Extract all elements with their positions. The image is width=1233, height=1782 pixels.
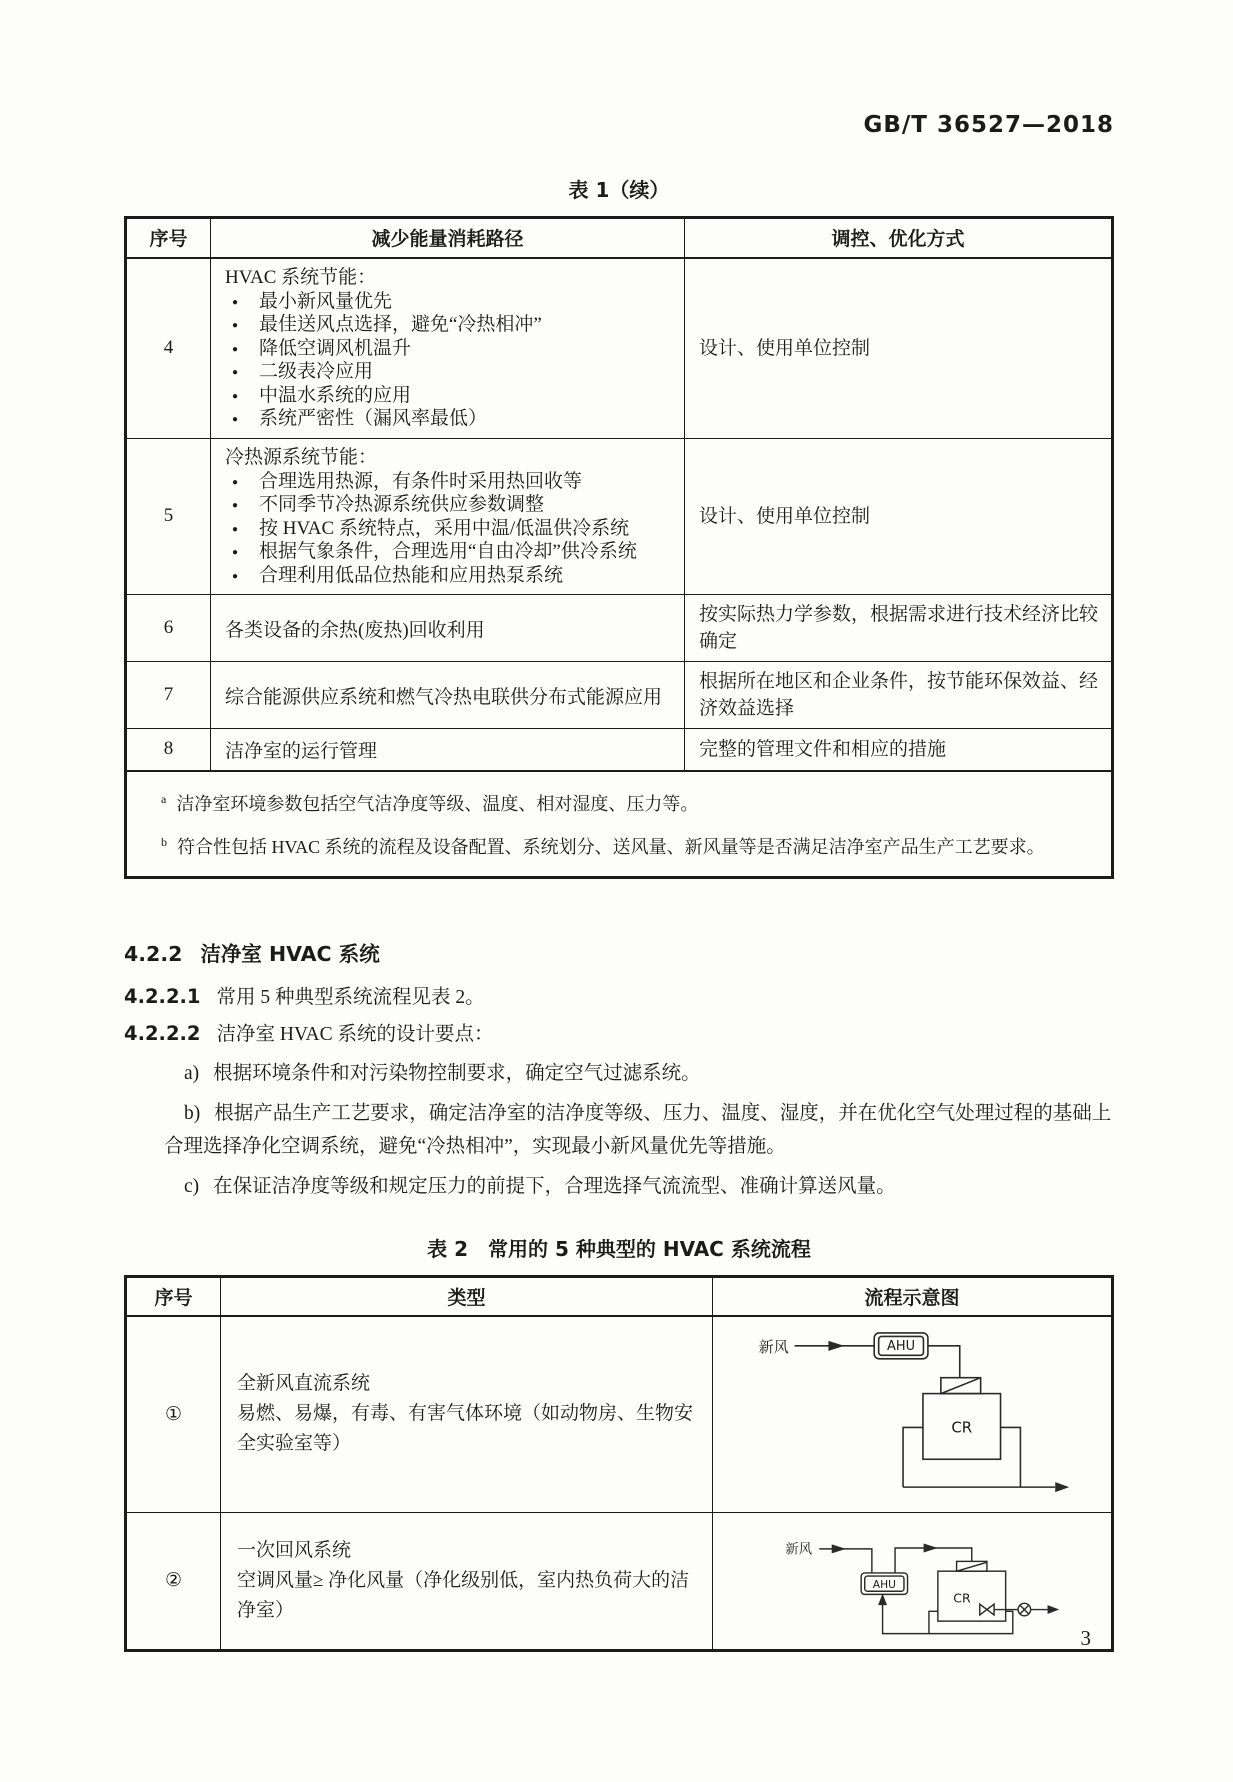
table1-col-control: 调控、优化方式 (685, 218, 1113, 258)
cleanroom-label: CR (953, 1589, 971, 1605)
bullet-item: ● 根据气象条件，合理选用“自由冷却”供冷系统 (225, 540, 674, 564)
t2-row2-no: ② (126, 1512, 221, 1650)
system-type-desc: 易燃、易爆，有毒、有害气体环境（如动物房、生物安全实验室等） (237, 1403, 694, 1455)
row6-no: 6 (126, 595, 211, 662)
t2-row1-diagram (713, 1316, 1113, 1512)
cleanroom-label: CR (951, 1418, 973, 1437)
table-row (126, 729, 1113, 771)
arrow-icon (878, 1593, 887, 1605)
bullet-item: ● 系统严密性（漏风率最低） (225, 407, 674, 431)
arrow-icon (828, 1341, 844, 1351)
t2-row2-type (221, 1512, 713, 1650)
t2-row1-type (221, 1316, 713, 1512)
clause-4-2-2-2 (124, 1019, 1114, 1050)
row4-path-title: HVAC 系统节能： (225, 266, 377, 288)
row6-path: 各类设备的余热(废热)回收利用 (211, 595, 685, 662)
row8-no: 8 (126, 729, 211, 771)
bullet-item: ● 按 HVAC 系统特点，采用中温/低温供冷系统 (225, 517, 674, 541)
bullet-item: ● 降低空调风机温升 (225, 337, 674, 361)
clause-number: 4.2.2.2 (124, 1021, 201, 1045)
table-row (126, 438, 1113, 595)
item-text: 根据环境条件和对污染物控制要求，确定空气过滤系统。 (213, 1062, 701, 1084)
item-text: 在保证洁净度等级和规定压力的前提下，合理选择气流流型、准确计算送风量。 (213, 1175, 896, 1197)
fresh-air-label: 新风 (785, 1541, 813, 1557)
bullet-item: ● 最小新风量优先 (225, 290, 674, 314)
clause-number: 4.2.2 (124, 941, 183, 966)
ahu-label: AHU (887, 1339, 916, 1355)
table-row (126, 258, 1113, 439)
filter-icon (941, 1378, 981, 1394)
table1-footnotes (126, 771, 1113, 878)
table2-col-diagram: 流程示意图 (713, 1276, 1113, 1316)
item-label: a) (184, 1062, 200, 1084)
footnote-b-text: 符合性包括 HVAC 系统的流程及设备配置、系统划分、送风量、新风量等是否满足洁净室产品生产工艺要求。 (177, 836, 1045, 857)
footnote-a-marker: a (161, 791, 167, 806)
table-row (126, 1316, 1113, 1512)
footnote-a (161, 786, 1099, 817)
t2-row1-no: ① (126, 1316, 221, 1512)
clause-title: 洁净室 HVAC 系统 (200, 941, 380, 966)
clause-number: 4.2.2.1 (124, 984, 201, 1008)
table-row (126, 1512, 1113, 1650)
list-item-a (124, 1057, 1114, 1090)
clause-4-2-2-heading (124, 937, 1114, 967)
table1-caption: 表 1（续） (568, 178, 670, 202)
table1-col-no: 序号 (126, 218, 211, 258)
item-text: 根据产品生产工艺要求，确定洁净室的洁净度等级、压力、温度、湿度，并在优化空气处理过程的基础上合理选择净化空调系统，避免“冷热相冲”，实现最小新风量优先等措施。 (164, 1102, 1112, 1157)
row4-path (211, 258, 685, 439)
row8-control: 完整的管理文件和相应的措施 (685, 729, 1113, 771)
row7-control: 根据所在地区和企业条件，按节能环保效益、经济效益选择 (685, 662, 1113, 729)
table1 (124, 216, 1114, 879)
bullet-item: ● 合理利用低品位热能和应用热泵系统 (225, 564, 674, 588)
filter-icon (957, 1562, 987, 1571)
row7-path: 综合能源供应系统和燃气冷热电联供分布式能源应用 (211, 662, 685, 729)
system-type-title: 一次回风系统 (237, 1539, 352, 1561)
valve-icon (987, 1604, 994, 1615)
row7-no: 7 (126, 662, 211, 729)
ahu-label: AHU (872, 1577, 896, 1591)
bullet-item: ● 合理选用热源，有条件时采用热回收等 (225, 470, 674, 494)
item-label: c) (184, 1175, 200, 1197)
table2 (124, 1275, 1114, 1652)
clause-4-2-2-1 (124, 982, 1114, 1013)
row5-control: 设计、使用单位控制 (685, 438, 1113, 595)
fresh-air-label: 新风 (758, 1338, 789, 1357)
table2-header-row (126, 1276, 1113, 1316)
page-number: 3 (1080, 1626, 1091, 1650)
arrow-icon (832, 1544, 846, 1553)
arrow-icon (1055, 1482, 1069, 1492)
footnote-b (161, 829, 1099, 860)
footnote-a-text: 洁净室环境参数包括空气洁净度等级、温度、相对湿度、压力等。 (176, 793, 699, 814)
t2-row2-diagram (713, 1512, 1113, 1650)
table-row (126, 662, 1113, 729)
item-label: b) (184, 1102, 201, 1124)
bullet-item: ● 二级表冷应用 (225, 360, 674, 384)
row4-control: 设计、使用单位控制 (685, 258, 1113, 439)
table2-col-type: 类型 (221, 1276, 713, 1316)
clause-text: 常用 5 种典型系统流程见表 2。 (216, 986, 485, 1008)
clause-text: 洁净室 HVAC 系统的设计要点： (216, 1023, 494, 1045)
table1-col-path: 减少能量消耗路径 (211, 218, 685, 258)
footnote-b-marker: b (161, 834, 167, 849)
page-content (124, 0, 1114, 1652)
flow-diagram-once-through (713, 1318, 1111, 1510)
table2-caption: 表 2 常用的 5 种典型的 HVAC 系统流程 (427, 1236, 811, 1261)
system-type-desc: 空调风量≥ 净化风量（净化级别低，室内热负荷大的洁净室） (237, 1569, 690, 1621)
row5-path-title: 冷热源系统节能： (225, 446, 378, 468)
flow-diagram-primary-return (713, 1515, 1111, 1647)
row8-path: 洁净室的运行管理 (211, 729, 685, 771)
row6-control: 按实际热力学参数，根据需求进行技术经济比较确定 (685, 595, 1113, 662)
table1-footnotes-row (126, 771, 1113, 878)
row5-no: 5 (126, 438, 211, 595)
arrow-icon (924, 1543, 938, 1552)
row5-path (211, 438, 685, 595)
bullet-item: ● 最佳送风点选择，避免“冷热相冲” (225, 313, 674, 337)
list-item-c (124, 1170, 1114, 1203)
table1-header-row (126, 218, 1113, 258)
standard-number: GB/T 36527—2018 (863, 112, 1114, 138)
list-item-b (124, 1097, 1114, 1163)
row4-no: 4 (126, 258, 211, 439)
table-row (126, 595, 1113, 662)
table2-col-no: 序号 (126, 1276, 221, 1316)
bullet-item: ● 中温水系统的应用 (225, 384, 674, 408)
system-type-title: 全新风直流系统 (237, 1373, 371, 1395)
arrow-icon (1048, 1605, 1060, 1614)
bullet-item: ● 不同季节冷热源系统供应参数调整 (225, 493, 674, 517)
